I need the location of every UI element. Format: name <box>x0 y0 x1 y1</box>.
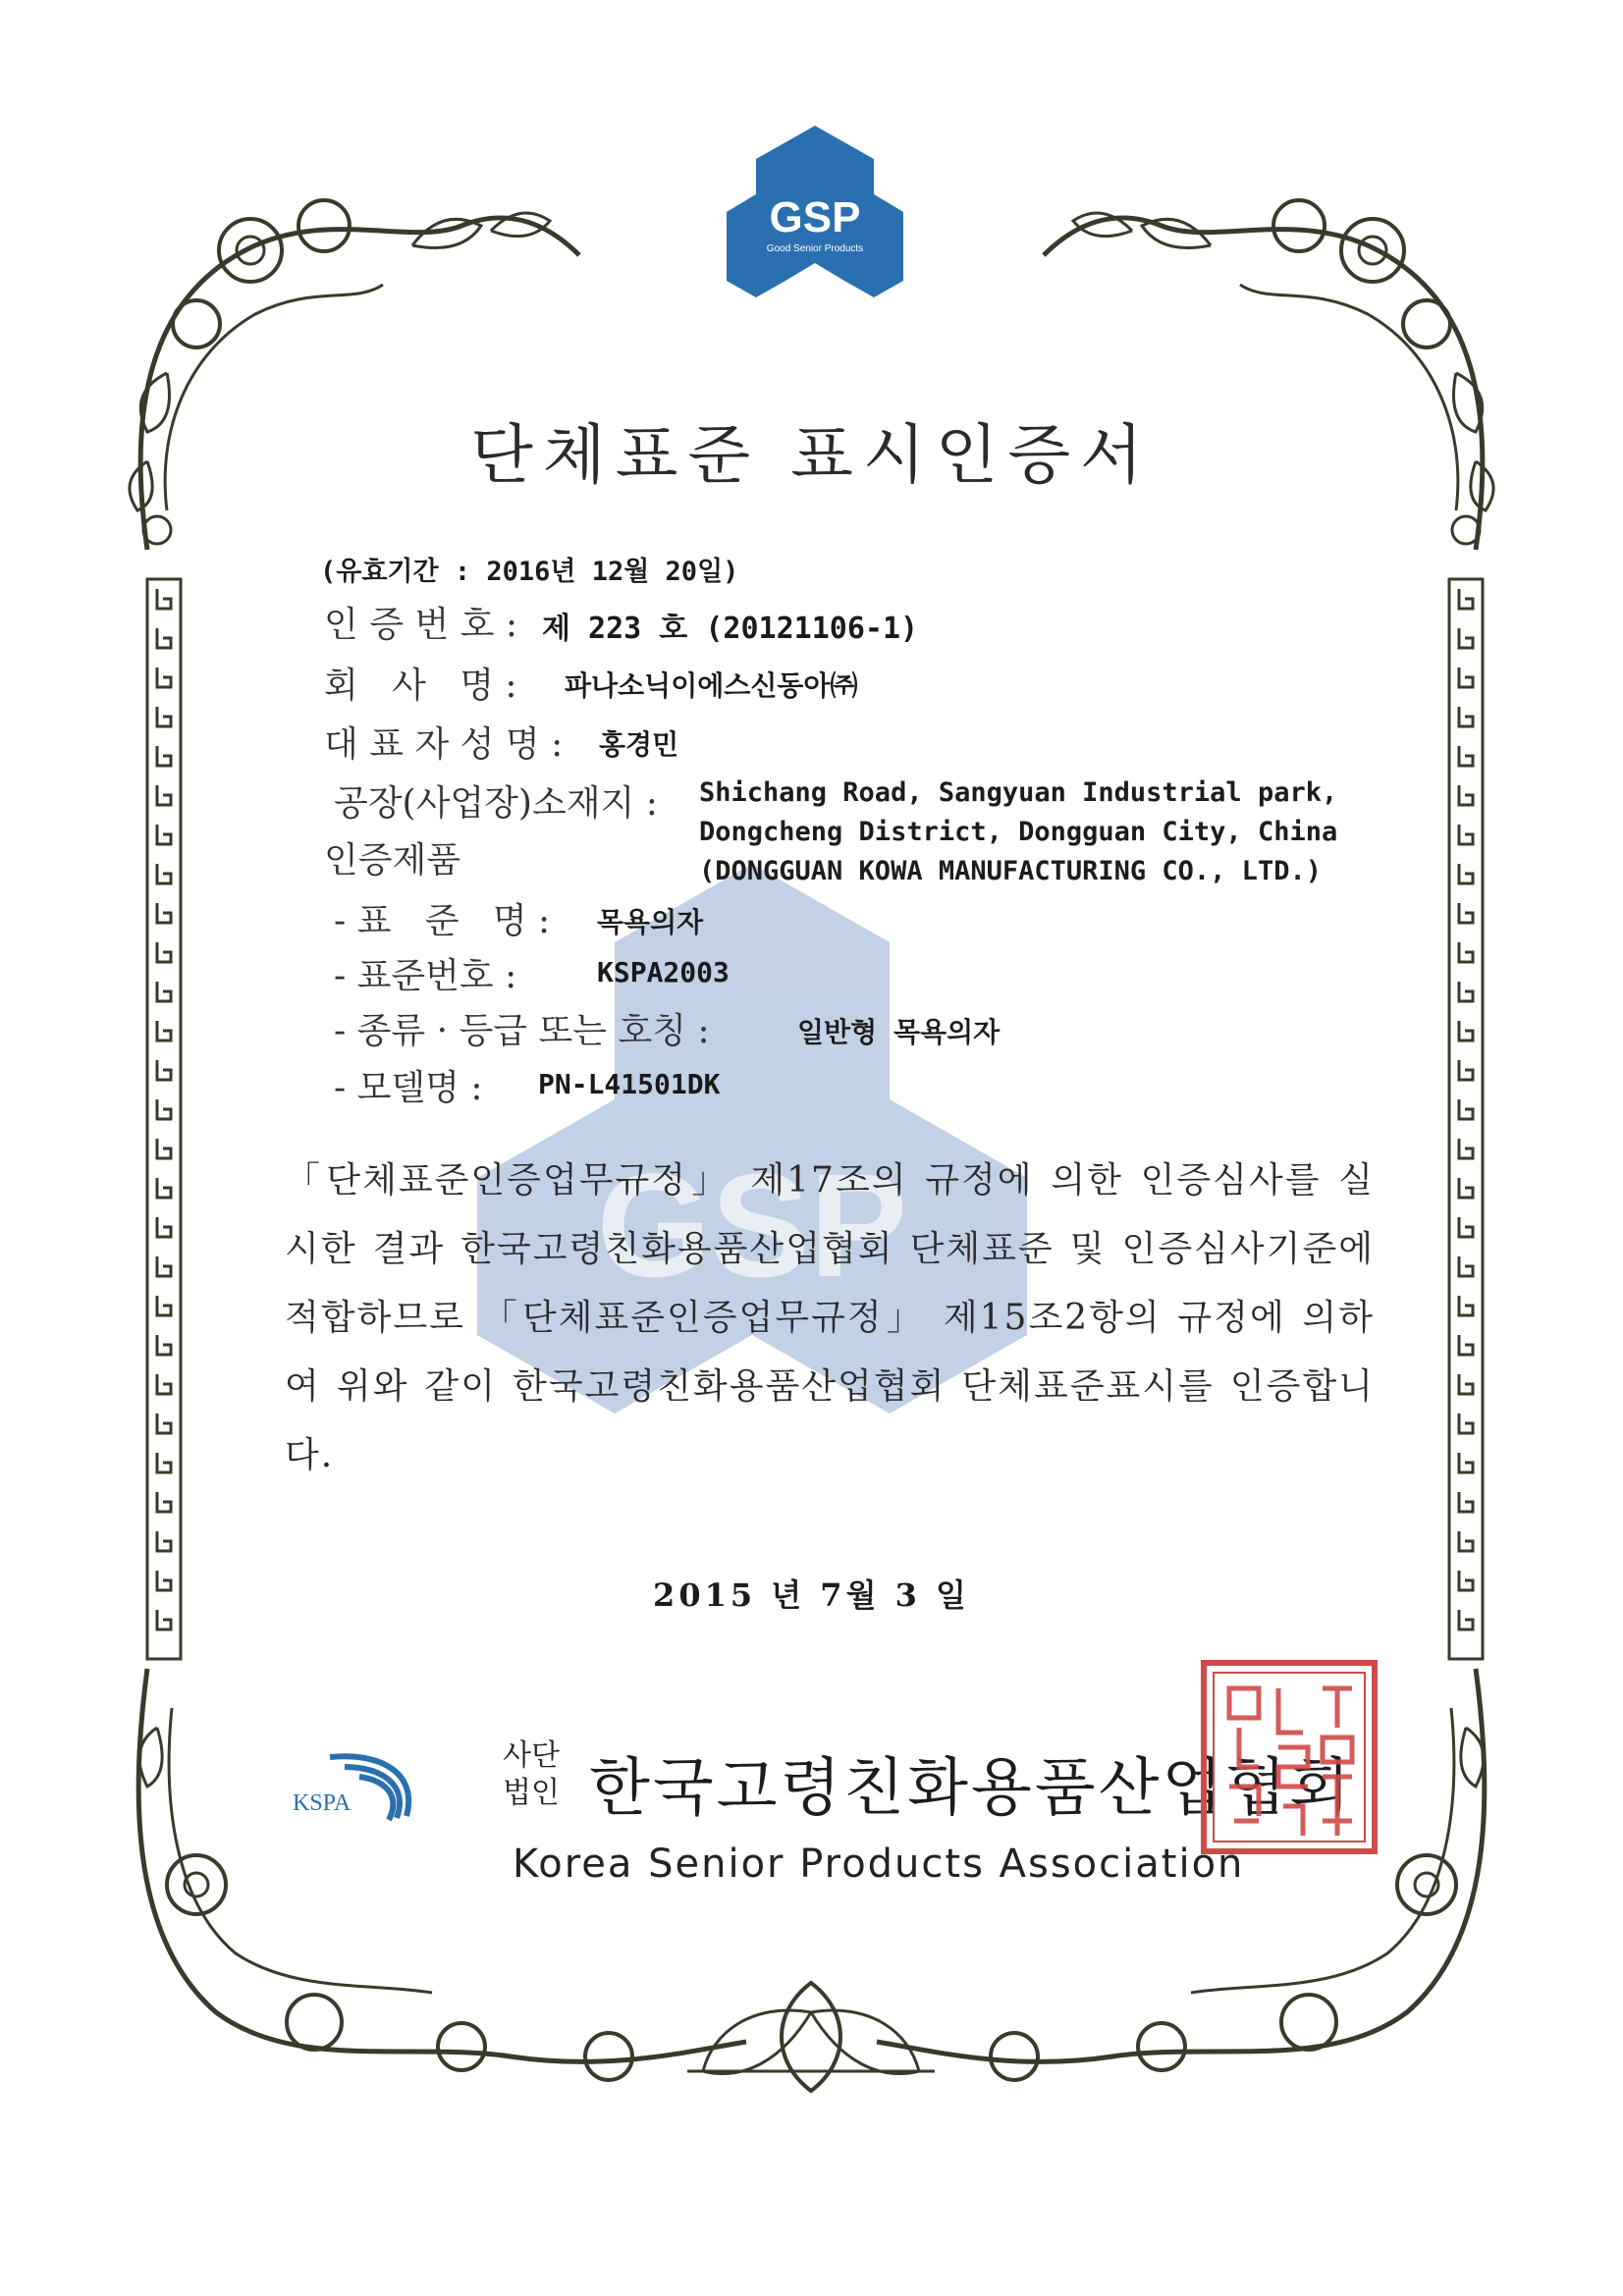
factory-address-line: (DONGGUAN KOWA MANUFACTURING CO., LTD.) <box>699 856 1322 886</box>
factory-address-line: Dongcheng District, Dongguan City, China <box>699 817 1338 847</box>
certificate-title: 단체표준 표시인증서 <box>470 417 1153 493</box>
corporation-type-line2: 법인 <box>503 1776 560 1810</box>
model-value: PN-L41501DK <box>538 1068 721 1100</box>
gsp-logo <box>707 126 923 322</box>
type-grade-label: - 종류 · 등급 또는 호칭 : <box>334 1011 710 1051</box>
company-value: 파나소닉이에스신동아㈜ <box>565 669 858 702</box>
factory-address <box>699 774 1337 891</box>
company-label: 회 사 명 : <box>324 666 517 706</box>
watermark-text: GSP <box>596 1143 908 1308</box>
issue-date: 2015 년 7월 3 일 <box>653 1576 970 1614</box>
kspa-logo <box>291 1737 438 1826</box>
standard-number-value: KSPA2003 <box>597 956 730 988</box>
statement-paragraph: 「단체표준인증업무규정」 제17조의 규정에 의한 인증심사를 실시한 결과 한국고령친화용품산업협회 단체표준 및 인증심사기준에 적합하므로 「단체표준인증업무규정」 제15조2항의 규정에 의하여 위와 같이 한국고령친화용품산업협회 단체표준표시를 인증합니다. <box>285 1160 1375 1475</box>
cert-no-value: 제 223 호 (20121106-1) <box>542 612 919 646</box>
cert-no-label: 인 증 번 호 : <box>324 605 518 645</box>
standard-number-label: - 표준번호 : <box>334 956 517 996</box>
corporation-type-line1: 사단 <box>503 1738 560 1773</box>
certification-statement <box>285 1147 1375 1490</box>
standard-name-label: - 표 준 명 : <box>334 901 551 941</box>
association-name-english: Korea Senior Products Association <box>513 1842 1245 1887</box>
corporation-type <box>503 1737 560 1812</box>
gsp-logo-subtext: Good Senior Products <box>766 243 864 254</box>
type-grade-value: 일반형 목욕의자 <box>797 1016 1001 1048</box>
factory-address-line: Shichang Road, Sangyuan Industrial park, <box>699 777 1338 808</box>
representative-label: 대 표 자 성 명 : <box>324 724 564 765</box>
validity-period: (유효기간 : 2016년 12월 20일) <box>320 557 739 587</box>
standard-name-value: 목욕의자 <box>597 906 704 938</box>
kspa-logo-text: KSPA <box>293 1790 352 1816</box>
representative-value: 홍경민 <box>599 728 679 761</box>
association-name-korean: 한국고령친화용품산업협회 <box>589 1752 1353 1825</box>
certified-product-label: 인증제품 <box>324 840 461 881</box>
factory-label: 공장(사업장)소재지 : <box>334 783 658 824</box>
model-label: - 모델명 : <box>334 1068 483 1108</box>
official-seal <box>1200 1659 1379 1855</box>
gsp-logo-text: GSP <box>769 193 861 241</box>
